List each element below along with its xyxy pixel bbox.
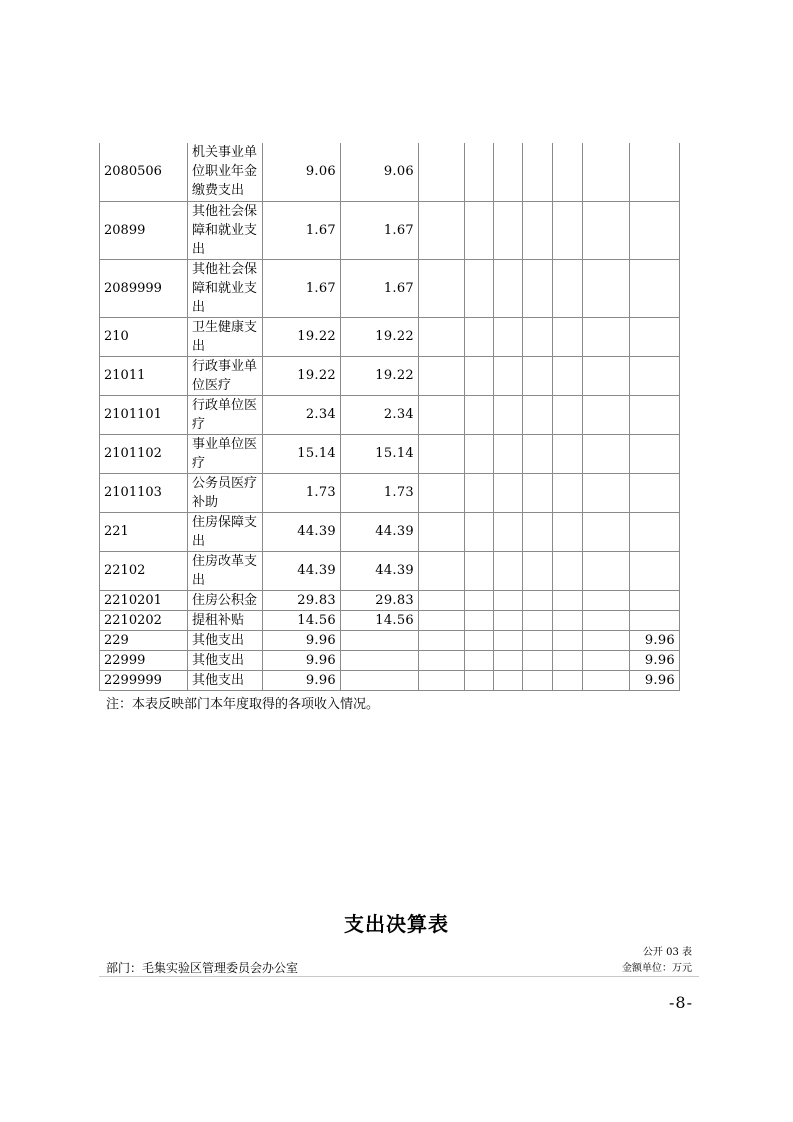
row-basic: 1.67: [341, 259, 419, 317]
row-code: 229: [100, 630, 188, 650]
empty-cell: [553, 670, 583, 690]
row-name: 住房保障支出: [188, 512, 263, 551]
empty-cell: [419, 317, 465, 356]
empty-cell: [583, 551, 630, 590]
row-other: 9.96: [630, 670, 680, 690]
empty-cell: [523, 434, 553, 473]
empty-cell: [465, 650, 494, 670]
row-name: 提租补贴: [188, 610, 263, 630]
row-code: 22999: [100, 650, 188, 670]
row-code: 2299999: [100, 670, 188, 690]
empty-cell: [419, 512, 465, 551]
row-basic: 1.73: [341, 473, 419, 512]
empty-cell: [419, 670, 465, 690]
empty-cell: [419, 395, 465, 434]
empty-cell: [523, 650, 553, 670]
empty-cell: [523, 201, 553, 259]
row-basic: 9.06: [341, 143, 419, 201]
row-code: 210: [100, 317, 188, 356]
empty-cell: [583, 143, 630, 201]
empty-cell: [494, 259, 523, 317]
row-code: 2210202: [100, 610, 188, 630]
table-row: [100, 630, 680, 650]
row-other: 9.96: [630, 650, 680, 670]
empty-cell: [465, 259, 494, 317]
empty-cell: [583, 630, 630, 650]
row-code: 2080506: [100, 143, 188, 201]
row-name: 卫生健康支出: [188, 317, 263, 356]
unit-label: 金额单位：万元: [622, 963, 692, 974]
empty-cell: [523, 590, 553, 610]
empty-cell: [523, 395, 553, 434]
row-other: [630, 610, 680, 630]
row-total: 19.22: [263, 317, 341, 356]
table-note: 注：本表反映部门本年度取得的各项收入情况。: [106, 697, 380, 712]
empty-cell: [419, 434, 465, 473]
empty-cell: [553, 395, 583, 434]
row-name: 其他支出: [188, 670, 263, 690]
row-other: [630, 590, 680, 610]
empty-cell: [523, 551, 553, 590]
row-name: 行政事业单位医疗: [188, 356, 263, 395]
row-other: 9.96: [630, 630, 680, 650]
table-row: [100, 590, 680, 610]
empty-cell: [553, 610, 583, 630]
row-other: [630, 395, 680, 434]
row-basic: [341, 670, 419, 690]
empty-cell: [553, 590, 583, 610]
row-total: 29.83: [263, 590, 341, 610]
empty-cell: [553, 201, 583, 259]
page-title: 支出决算表: [344, 912, 449, 936]
row-other: [630, 259, 680, 317]
row-name: 住房公积金: [188, 590, 263, 610]
empty-cell: [494, 670, 523, 690]
row-other: [630, 143, 680, 201]
empty-cell: [553, 512, 583, 551]
form-number: 公开 03 表: [642, 947, 692, 958]
empty-cell: [494, 650, 523, 670]
empty-cell: [494, 630, 523, 650]
empty-cell: [494, 434, 523, 473]
row-basic: 2.34: [341, 395, 419, 434]
row-other: [630, 512, 680, 551]
row-name: 住房改革支出: [188, 551, 263, 590]
row-basic: 14.56: [341, 610, 419, 630]
empty-cell: [553, 630, 583, 650]
empty-cell: [494, 512, 523, 551]
row-basic: 19.22: [341, 317, 419, 356]
row-other: [630, 201, 680, 259]
row-other: [630, 551, 680, 590]
empty-cell: [583, 317, 630, 356]
table-row: [100, 356, 680, 395]
empty-cell: [523, 610, 553, 630]
empty-cell: [419, 590, 465, 610]
row-name: 其他支出: [188, 650, 263, 670]
row-basic: 44.39: [341, 512, 419, 551]
table-row: [100, 551, 680, 590]
row-other: [630, 434, 680, 473]
empty-cell: [465, 670, 494, 690]
empty-cell: [583, 259, 630, 317]
row-basic: [341, 630, 419, 650]
empty-cell: [523, 259, 553, 317]
row-total: 14.56: [263, 610, 341, 630]
empty-cell: [553, 259, 583, 317]
empty-cell: [419, 143, 465, 201]
empty-cell: [465, 473, 494, 512]
empty-cell: [553, 473, 583, 512]
row-name: 其他社会保障和就业支出: [188, 259, 263, 317]
row-basic: 1.67: [341, 201, 419, 259]
row-total: 44.39: [263, 551, 341, 590]
empty-cell: [465, 356, 494, 395]
empty-cell: [494, 356, 523, 395]
empty-cell: [523, 356, 553, 395]
empty-cell: [419, 650, 465, 670]
empty-cell: [419, 259, 465, 317]
empty-cell: [523, 630, 553, 650]
empty-cell: [494, 473, 523, 512]
empty-cell: [465, 395, 494, 434]
empty-cell: [494, 395, 523, 434]
row-basic: 29.83: [341, 590, 419, 610]
row-other: [630, 473, 680, 512]
empty-cell: [419, 473, 465, 512]
row-other: [630, 317, 680, 356]
empty-cell: [583, 512, 630, 551]
row-total: 9.06: [263, 143, 341, 201]
empty-cell: [583, 590, 630, 610]
row-code: 20899: [100, 201, 188, 259]
row-code: 2210201: [100, 590, 188, 610]
row-total: 1.67: [263, 201, 341, 259]
table-row: [100, 670, 680, 690]
empty-cell: [465, 551, 494, 590]
row-code: 2101103: [100, 473, 188, 512]
row-basic: 15.14: [341, 434, 419, 473]
empty-cell: [583, 356, 630, 395]
row-total: 19.22: [263, 356, 341, 395]
empty-cell: [494, 143, 523, 201]
empty-cell: [553, 356, 583, 395]
empty-cell: [553, 317, 583, 356]
empty-cell: [553, 434, 583, 473]
table-row: [100, 143, 680, 201]
table-row: [100, 473, 680, 512]
row-code: 22102: [100, 551, 188, 590]
row-name: 事业单位医疗: [188, 434, 263, 473]
table-row: [100, 610, 680, 630]
empty-cell: [583, 201, 630, 259]
empty-cell: [465, 434, 494, 473]
empty-cell: [523, 143, 553, 201]
row-total: 9.96: [263, 630, 341, 650]
department-label: 部门：毛集实验区管理委员会办公室: [106, 961, 299, 975]
empty-cell: [583, 650, 630, 670]
empty-cell: [523, 670, 553, 690]
row-basic: 19.22: [341, 356, 419, 395]
table-row: [100, 201, 680, 259]
empty-cell: [419, 610, 465, 630]
empty-cell: [583, 670, 630, 690]
empty-cell: [494, 610, 523, 630]
row-total: 2.34: [263, 395, 341, 434]
header-divider: [99, 976, 699, 977]
empty-cell: [494, 590, 523, 610]
empty-cell: [494, 201, 523, 259]
row-code: 21011: [100, 356, 188, 395]
empty-cell: [523, 512, 553, 551]
empty-cell: [465, 143, 494, 201]
empty-cell: [583, 610, 630, 630]
table-row: [100, 434, 680, 473]
empty-cell: [419, 551, 465, 590]
empty-cell: [419, 356, 465, 395]
table-row: [100, 512, 680, 551]
row-name: 机关事业单位职业年金缴费支出: [188, 143, 263, 201]
empty-cell: [553, 551, 583, 590]
row-name: 其他社会保障和就业支出: [188, 201, 263, 259]
table-body: [100, 143, 680, 690]
empty-cell: [419, 630, 465, 650]
row-total: 9.96: [263, 670, 341, 690]
row-total: 1.67: [263, 259, 341, 317]
row-total: 15.14: [263, 434, 341, 473]
row-code: 2101102: [100, 434, 188, 473]
empty-cell: [583, 434, 630, 473]
empty-cell: [523, 473, 553, 512]
page-number: -8-: [669, 993, 693, 1012]
row-other: [630, 356, 680, 395]
empty-cell: [419, 201, 465, 259]
empty-cell: [465, 630, 494, 650]
row-code: 2089999: [100, 259, 188, 317]
empty-cell: [494, 551, 523, 590]
empty-cell: [465, 610, 494, 630]
empty-cell: [523, 317, 553, 356]
row-code: 221: [100, 512, 188, 551]
row-basic: [341, 650, 419, 670]
table-row: [100, 317, 680, 356]
empty-cell: [583, 473, 630, 512]
row-total: 1.73: [263, 473, 341, 512]
row-total: 44.39: [263, 512, 341, 551]
row-name: 行政单位医疗: [188, 395, 263, 434]
row-code: 2101101: [100, 395, 188, 434]
empty-cell: [465, 590, 494, 610]
table-row: [100, 259, 680, 317]
empty-cell: [465, 512, 494, 551]
empty-cell: [553, 650, 583, 670]
row-total: 9.96: [263, 650, 341, 670]
empty-cell: [583, 395, 630, 434]
empty-cell: [553, 143, 583, 201]
row-basic: 44.39: [341, 551, 419, 590]
empty-cell: [465, 317, 494, 356]
table-row: [100, 395, 680, 434]
income-table: [99, 143, 680, 691]
row-name: 公务员医疗补助: [188, 473, 263, 512]
empty-cell: [465, 201, 494, 259]
empty-cell: [494, 317, 523, 356]
table-row: [100, 650, 680, 670]
row-name: 其他支出: [188, 630, 263, 650]
